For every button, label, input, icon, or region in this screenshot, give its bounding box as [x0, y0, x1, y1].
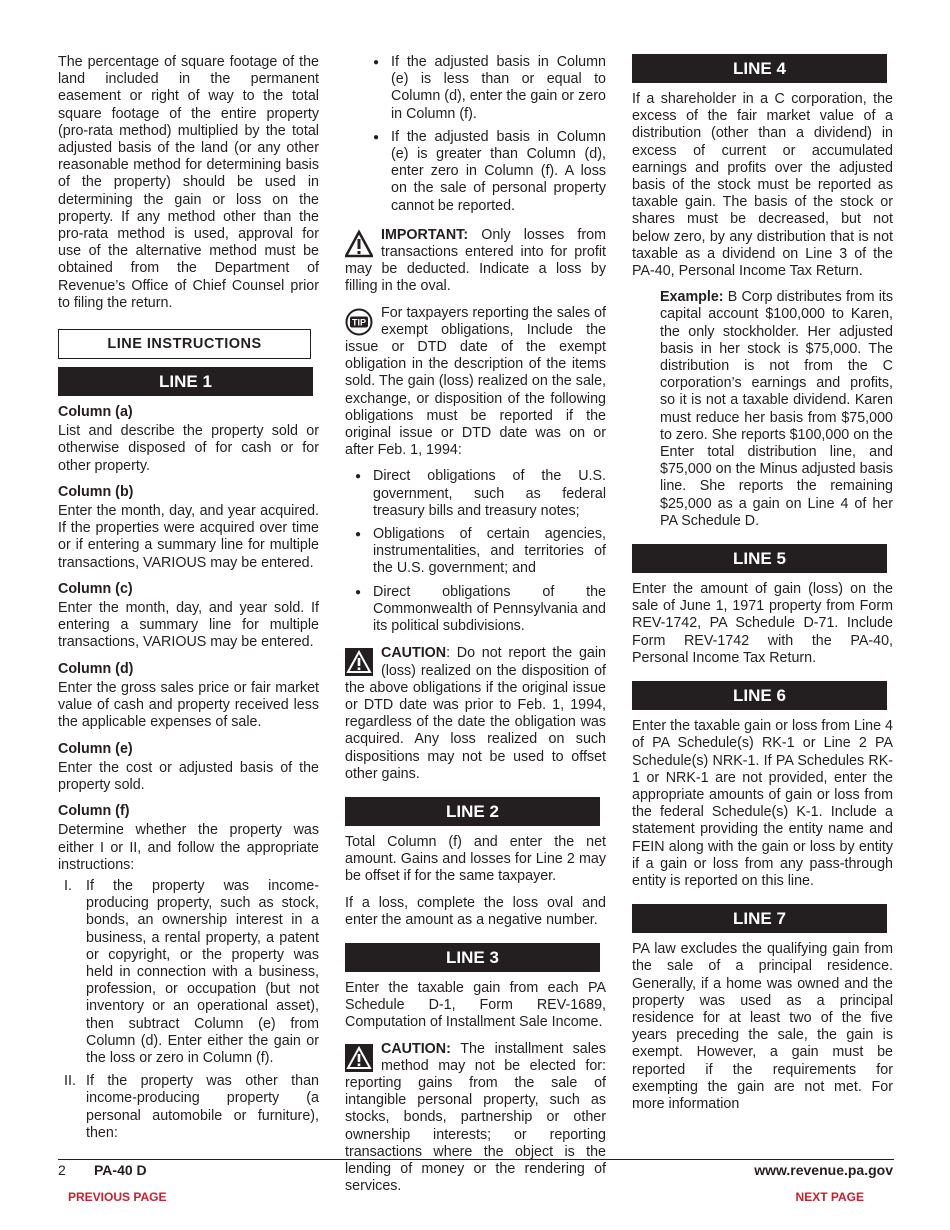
column-c-text: Enter the month, day, and year sold. If entering a summary line for multiple transactions, VARIOUS may be entered. [58, 600, 319, 651]
list-text: If the property was other than income-producing property (a personal automobile or furniture), then: [86, 1073, 319, 1141]
important-note [345, 227, 606, 296]
column-e-heading: Column (e) [58, 740, 133, 757]
line-5-heading: LINE 5 [632, 544, 887, 573]
line-2-heading: LINE 2 [345, 797, 600, 826]
exempt-obligations-list [345, 468, 606, 635]
column-a-heading: Column (a) [58, 404, 133, 421]
line-4-heading: LINE 4 [632, 54, 887, 83]
list-item [58, 878, 319, 1067]
line-5-paragraph: Enter the amount of gain (loss) on the sale of June 1, 1971 property from Form REV-1742, PA Schedule D-71. Include Form REV-1742 with the PA-40, Personal Income Tax Return. [632, 581, 893, 666]
line-7-paragraph: PA law excludes the qualifying gain from the sale of a principal residence. Generally, if a home was owned and the property was used as a principal residence for at least two of the five years preceding the sale, the gain is exempt. However, a gain must be reported if the requirements for exempting the gain are not met. For more information [632, 941, 893, 1112]
list-item: ● If the adjusted basis in Column (e) is less than or equal to Column (d), enter the gain or zero in Column (f). [363, 54, 606, 123]
column-c-heading: Column (c) [58, 580, 133, 597]
adjusted-basis-list [345, 54, 606, 215]
intro-paragraph: The percentage of square footage of the land included in the permanent easement or right of way to the total square footage of the entire property (pro-rata method) multiplied by the total adjusted basis of the land (or any other reasonable method for determining basis of the property) should be used in determining the gain or loss on the property. If any method other than the pro-rata method is used, approval for use of the alternative method must be obtained from the Department of Revenue’s Office of Chief Counsel prior to filing the return. [58, 54, 319, 311]
tip-icon [345, 307, 373, 337]
example-text: B Corp distributes from its capital account $100,000 to Karen, the only stockholder. Her adjusted basis in her stock is $75,000. The distribution is not from the C corporation’s earnings and profits, so it is not a taxable dividend. Karen must reduce her basis from $75,000 to zero. She reports $100,000 on the Enter total distribution line, and $75,000 on the Minus adjusted basis line. She reports the remaining $25,000 as a gain on Line 4 of her PA Schedule D. [660, 289, 893, 529]
caution-text: The installment sales method may not be elected for: reporting gains from the sale of intangible personal property, such as stocks, bonds, partnership or other ownership interests; or reporting transactions where the object is the lending of money or the rendering of services. [345, 1040, 606, 1195]
column-3 [632, 54, 893, 1122]
important-text: Only losses from transactions entered into for profit may be deducted. Indicate a loss by filling in the oval. [345, 226, 606, 295]
line-2-paragraph-2: If a loss, complete the loss oval and enter the amount as a negative number. [345, 894, 606, 928]
example-label: Example: [660, 289, 724, 306]
caution-note-2 [345, 1041, 606, 1196]
line-6-heading: LINE 6 [632, 681, 887, 710]
line-6-paragraph: Enter the taxable gain or loss from Line 4 of PA Schedule(s) RK-1 or Line 2 PA Schedule(s) NRK-1. If PA Schedules RK-1 or NRK-1 are not provided, enter the appropriate amounts of gain or loss from the federal Schedule(s) K-1. Include a statement providing the entity name and FEIN along with the gain or loss by entity if a gain or loss from any pass-through entity is reported on this line. [632, 718, 893, 889]
column-b-heading: Column (b) [58, 483, 134, 500]
page-number: 2 [58, 1162, 66, 1178]
list-item: ● If the adjusted basis in Column (e) is greater than Column (d), enter zero in Column (f). A loss on the sale of personal property cannot be reported. [363, 129, 606, 215]
form-name: PA-40 D [94, 1162, 147, 1178]
column-a-text: List and describe the property sold or otherwise disposed of for cash or for other property. [58, 423, 319, 474]
caution-icon [345, 647, 373, 677]
line-3-heading: LINE 3 [345, 943, 600, 972]
caution-label: CAUTION: [381, 1040, 451, 1057]
column-f-heading: Column (f) [58, 803, 130, 820]
list-item [58, 1073, 319, 1142]
list-number: II. [64, 1073, 76, 1090]
list-item: ● Direct obligations of the Commonwealth of Pennsylvania and its political subdivisions. [345, 584, 606, 636]
warning-icon [345, 229, 373, 259]
column-d-text: Enter the gross sales price or fair market value of cash and property received less the applicable expenses of sale. [58, 679, 319, 731]
line-2-paragraph-1: Total Column (f) and enter the net amount. Gains and losses for Line 2 may be offset if for the same taxpayer. [345, 833, 606, 885]
column-f-text: Determine whether the property was either I or II, and follow the appropriate instructions: [58, 822, 319, 873]
column-1 [58, 54, 319, 1148]
caution-text: : Do not report the gain (loss) realized on the disposition of the above obligations if the original issue or DTD date was prior to Feb. 1, 1994, regardless of the date the obligation was acquired. Any loss realized on such dispositions may not be used to offset other gains. [345, 645, 606, 782]
list-text: If the property was income-producing property, such as stock, bonds, an ownership interest in a business, a rental property, a patent or copyright, or the property was held in connection with a business, profession, or occupation (but not inventory or an operational asset), then subtract Column (e) from Column (d). Enter either the gain or the loss or zero in Column (f). [86, 877, 319, 1066]
important-label: IMPORTANT: [381, 226, 469, 243]
website-url: www.revenue.pa.gov [754, 1162, 893, 1178]
caution-label: CAUTION [381, 645, 447, 662]
caution-icon [345, 1043, 373, 1073]
caution-note-1 [345, 645, 606, 783]
tip-text: For taxpayers reporting the sales of exempt obligations, Include the issue or DTD date of the exempt obligation in the description of the items sold. The gain (loss) realized on the sale, exchange, or disposition of the following obligations must be reported if the original issue or DTD date was on or after Feb. 1, 1994: [345, 304, 606, 459]
list-item: ● Direct obligations of the U.S. government, such as federal treasury bills and treasury notes; [345, 468, 606, 520]
column-b-text: Enter the month, day, and year acquired. If the properties were acquired over time or if entering a summary line for multiple transactions, VARIOUS may be entered. [58, 503, 319, 571]
line-1-heading: LINE 1 [58, 367, 313, 396]
footer-divider [58, 1159, 894, 1160]
column-d-heading: Column (d) [58, 660, 134, 677]
next-page-link[interactable]: NEXT PAGE [795, 1190, 864, 1204]
list-number: I. [64, 877, 72, 894]
line-3-paragraph-1: Enter the taxable gain from each PA Schedule D-1, Form REV-1689, Computation of Installment Sale Income. [345, 979, 606, 1031]
line-7-heading: LINE 7 [632, 904, 887, 933]
tip-icon-text: TIP [351, 317, 367, 328]
column-2 [345, 54, 606, 1204]
column-e-text: Enter the cost or adjusted basis of the property sold. [58, 759, 319, 793]
tip-note [345, 305, 606, 460]
property-type-list [58, 878, 319, 1142]
line-instructions-heading: LINE INSTRUCTIONS [58, 329, 311, 359]
previous-page-link[interactable]: PREVIOUS PAGE [68, 1190, 167, 1204]
list-item: ● Obligations of certain agencies, instrumentalities, and territories of the U.S. government; and [345, 526, 606, 578]
line-4-paragraph: If a shareholder in a C corporation, the excess of the fair market value of a distribution (other than a dividend) in excess of current or accumulated earnings and profits over the adjusted basis of the stock must be reported as taxable gain. The basis of the stock or shares must be decreased, but not below zero, by any distribution that is not taxable as a dividend on Line 3 of the PA-40, Personal Income Tax Return. [632, 91, 893, 280]
example-paragraph [632, 289, 893, 530]
